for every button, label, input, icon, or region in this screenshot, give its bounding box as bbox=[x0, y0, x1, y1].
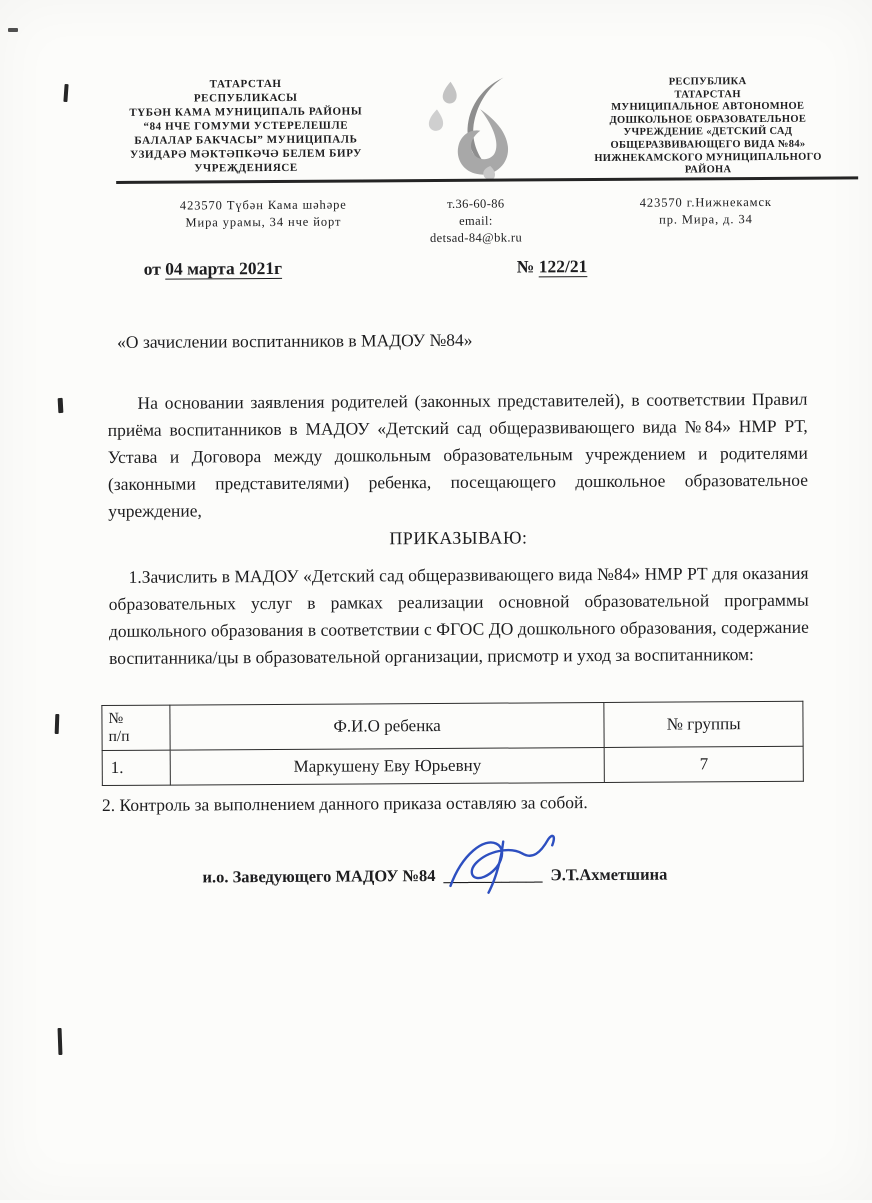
item-2-paragraph: 2. Контроль за выполнением данного приказа оставляю за собой. bbox=[101, 792, 588, 816]
org-name-tatar: ТАТАРСТАН РЕСПУБЛИКАСЫ ТҮБӘН КАМА МУНИЦИПАЛЬ РАЙОНЫ “84 НЧЕ ГОМУМИ УСТЕРЕЛЕШЛЕ БАЛАЛАР БАКЧАСЫ” МУНИЦИПАЛЬ УЗИДАРӘ МӘКТӘПКӘЧӘ БЕЛЕМ БИРУ УЧРЕҖДЕНИЯСЕ bbox=[129, 77, 363, 175]
cell-row-number: 1. bbox=[102, 750, 170, 785]
handwritten-signature-icon bbox=[440, 829, 580, 902]
col-header-child-name: Ф.И.О ребенка bbox=[170, 702, 605, 750]
number-prefix: № bbox=[516, 256, 539, 277]
signatory-title: и.о. Заведующего МАДОУ №84 bbox=[202, 866, 436, 887]
number-value: 122/21 bbox=[538, 256, 588, 277]
signature-block bbox=[202, 865, 667, 888]
scan-artifact bbox=[55, 714, 60, 734]
address-russian: 423570 г.Нижнекамск пр. Мира, д. 34 bbox=[639, 194, 772, 227]
order-keyword: ПРИКАЗЫВАЮ: bbox=[389, 527, 528, 549]
cell-child-name: Маркушену Еву Юрьевну bbox=[170, 747, 605, 785]
order-date bbox=[144, 258, 282, 280]
scan-artifact bbox=[58, 398, 64, 413]
org-name-russian: РЕСПУБЛИКА ТАТАРСТАН МУНИЦИПАЛЬНОЕ АВТОНОМНОЕ ДОШКОЛЬНОЕ ОБРАЗОВАТЕЛЬНОЕ УЧРЕЖДЕНИЕ «ДЕТСКИЙ САД ОБЩЕРАЗВИВАЮЩЕГО ВИДА №84» НИЖНЕКАМСКОГО МУНИЦИПАЛЬНОГО РАЙОНА bbox=[594, 76, 822, 176]
phone-email: т.36-60-86 email: detsad-84@bk.ru bbox=[429, 196, 523, 246]
table-row bbox=[102, 746, 803, 785]
signatory-name: Э.Т.Ахметшина bbox=[550, 864, 668, 885]
order-subject: «О зачислении воспитанников в МАДОУ №84» bbox=[117, 329, 473, 352]
order-number bbox=[517, 256, 588, 277]
scan-artifact bbox=[8, 28, 18, 32]
table-header-row bbox=[102, 701, 803, 750]
enrollment-table bbox=[101, 701, 803, 786]
preamble-paragraph: На основании заявления родителей (законных представителей), в соответствии Правил приёма воспитанников в МАДОУ «Детский сад общеразвивающего вида №84» НМР РТ, Устава и Договора между дошкольным образовательным учреждением и родителями (законными представителями) ребенка, посещающего дошкольное образовательное учреждение, bbox=[107, 388, 809, 522]
col-header-group: № группы bbox=[604, 701, 803, 747]
date-prefix: от bbox=[143, 258, 166, 279]
col-header-number: № п/п bbox=[102, 705, 170, 750]
org-logo-icon bbox=[418, 75, 534, 184]
address-tatar: 423570 Түбән Кама шәһәре Мира урамы, 34 нче йорт bbox=[179, 197, 347, 230]
date-value: 04 марта 2021г bbox=[165, 257, 283, 279]
signature-line: ____________ bbox=[443, 865, 543, 885]
item-1-paragraph: 1.Зачислить в МАДОУ «Детский сад общеразвивающего вида №84» НМР РТ для оказания образовательных услуг в рамках реализации основной образовательной программы дошкольного образования в соответствии с ФГОС ДО дошкольного образования, содержание воспитанника/цы в образовательной организации, присмотр и уход за воспитанником: bbox=[108, 562, 809, 669]
cell-group-number: 7 bbox=[605, 746, 804, 782]
